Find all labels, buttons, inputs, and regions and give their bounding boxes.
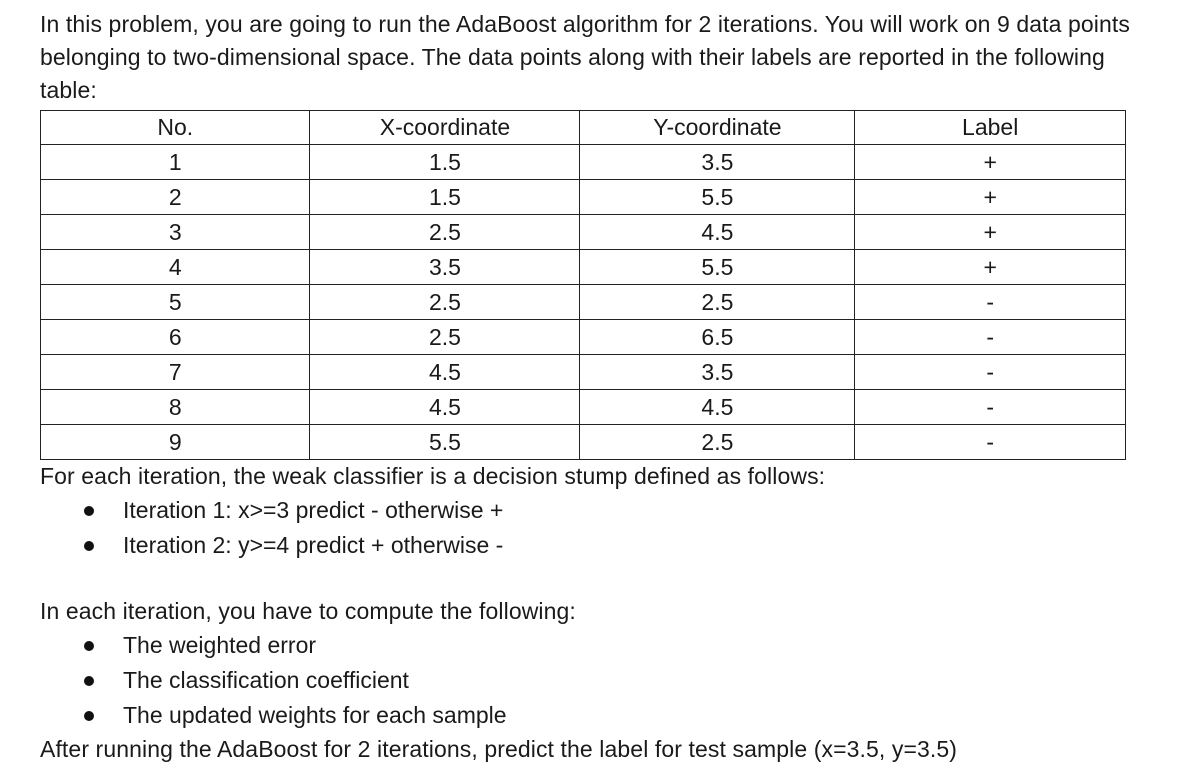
table-row <box>41 425 1126 460</box>
iteration-1-text: Iteration 1: x>=3 predict - otherwise + <box>123 497 504 523</box>
cell-x: 1.5 <box>310 145 580 180</box>
cell-no: 2 <box>41 180 310 215</box>
cell-x: 2.5 <box>310 320 580 355</box>
data-points-table <box>40 110 1126 460</box>
compute-item-text: The updated weights for each sample <box>123 702 507 728</box>
stump-intro: For each iteration, the weak classifier is a decision stump defined as follows: <box>40 463 826 489</box>
cell-x: 5.5 <box>310 425 580 460</box>
bullet-icon <box>84 676 94 686</box>
table-row <box>41 390 1126 425</box>
cell-x: 4.5 <box>310 355 580 390</box>
compute-item-text: The classification coefficient <box>123 667 409 693</box>
bullet-icon <box>84 641 94 651</box>
cell-label: + <box>855 180 1126 215</box>
cell-y: 2.5 <box>580 425 855 460</box>
bullet-icon <box>84 506 94 516</box>
cell-y: 5.5 <box>580 180 855 215</box>
cell-no: 1 <box>41 145 310 180</box>
header-y-coordinate: Y-coordinate <box>580 111 855 145</box>
list-item <box>84 663 1140 698</box>
table-row <box>41 180 1126 215</box>
header-x-coordinate: X-coordinate <box>310 111 580 145</box>
cell-y: 6.5 <box>580 320 855 355</box>
iterations-list <box>40 493 1140 563</box>
cell-label: - <box>855 425 1126 460</box>
cell-no: 3 <box>41 215 310 250</box>
cell-label: - <box>855 390 1126 425</box>
cell-x: 3.5 <box>310 250 580 285</box>
header-no: No. <box>41 111 310 145</box>
compute-list <box>40 628 1140 733</box>
bullet-icon <box>84 541 94 551</box>
header-label: Label <box>855 111 1126 145</box>
cell-y: 3.5 <box>580 145 855 180</box>
table-row <box>41 215 1126 250</box>
cell-no: 5 <box>41 285 310 320</box>
cell-no: 4 <box>41 250 310 285</box>
cell-no: 9 <box>41 425 310 460</box>
cell-y: 3.5 <box>580 355 855 390</box>
table-row <box>41 285 1126 320</box>
table-row <box>41 250 1126 285</box>
cell-no: 7 <box>41 355 310 390</box>
list-item <box>84 628 1140 663</box>
table-row <box>41 320 1126 355</box>
cell-label: + <box>855 250 1126 285</box>
bullet-icon <box>84 711 94 721</box>
cell-x: 1.5 <box>310 180 580 215</box>
cell-label: - <box>855 285 1126 320</box>
cell-label: + <box>855 215 1126 250</box>
cell-label: + <box>855 145 1126 180</box>
cell-no: 8 <box>41 390 310 425</box>
cell-label: - <box>855 355 1126 390</box>
cell-x: 4.5 <box>310 390 580 425</box>
cell-y: 5.5 <box>580 250 855 285</box>
cell-x: 2.5 <box>310 215 580 250</box>
cell-x: 2.5 <box>310 285 580 320</box>
cell-y: 4.5 <box>580 390 855 425</box>
intro-paragraph: In this problem, you are going to run the AdaBoost algorithm for 2 iterations. You will work on 9 data points belonging to two-dimensional space. The data points along with their labels are reported in the following table: <box>40 11 1130 103</box>
list-item <box>84 493 1140 528</box>
compute-item-text: The weighted error <box>123 632 317 658</box>
cell-no: 6 <box>41 320 310 355</box>
list-item <box>84 528 1140 563</box>
table-row <box>41 355 1126 390</box>
spacer <box>40 563 1140 595</box>
list-item <box>84 698 1140 733</box>
compute-intro: In each iteration, you have to compute the following: <box>40 598 576 624</box>
iteration-2-text: Iteration 2: y>=4 predict + otherwise - <box>123 532 504 558</box>
final-question: After running the AdaBoost for 2 iterations, predict the label for test sample (x=3.5, y=3.5) <box>40 736 958 762</box>
table-header-row <box>41 111 1126 145</box>
problem-document <box>40 8 1140 766</box>
cell-y: 2.5 <box>580 285 855 320</box>
table-row <box>41 145 1126 180</box>
cell-y: 4.5 <box>580 215 855 250</box>
cell-label: - <box>855 320 1126 355</box>
